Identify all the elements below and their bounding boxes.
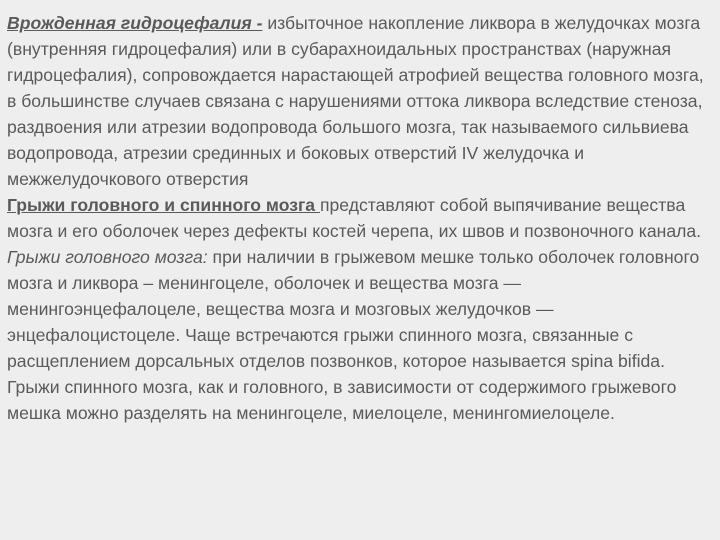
definition-brain-hernias: при наличии в грыжевом мешке только оболочек головного мозга и ликвора – менингоцеле, оболочек и вещества мозга — менингоэнцефалоцеле, вещества мозга и мозговых желудочков — энцефалоцистоцеле. Чаще встречаются грыжи спинного мозга, связанные с расщеплением дорсальных отделов позвонков, которое называется spina bifida. Грыжи спинного мозга, как и головного, в зависимости от содержимого грыжевого мешка можно разделять на менингоцеле, миелоцеле, менингомиелоцеле. [7, 247, 700, 423]
term-brain-spinal-hernias: Грыжи головного и спинного мозга [7, 195, 320, 215]
text-block [7, 10, 715, 426]
paragraph-brain-hernias [7, 244, 715, 426]
paragraph-brain-spinal-hernias [7, 192, 715, 244]
term-brain-hernias: Грыжи головного мозга: [7, 247, 208, 267]
term-congenital-hydrocephalus: Врожденная гидроцефалия - [7, 13, 263, 33]
definition-congenital-hydrocephalus: избыточное накопление ликвора в желудочках мозга (внутренняя гидроцефалия) или в субарахноидальных пространствах (наружная гидроцефалия), сопровождается нарастающей атрофией вещества головного мозга, в большинстве случаев связана с нарушениями оттока ликвора вследствие стеноза, раздвоения или атрезии водопровода большого мозга, так называемого сильвиева водопровода, атрезии срединных и боковых отверстий IV желудочка и межжелудочкового отверстия [7, 13, 704, 189]
definition-brain-spinal-hernias: представляют собой выпячивание вещества мозга и его оболочек через дефекты костей черепа, их швов и позвоночного канала. [7, 195, 702, 241]
paragraph-congenital-hydrocephalus [7, 10, 715, 192]
